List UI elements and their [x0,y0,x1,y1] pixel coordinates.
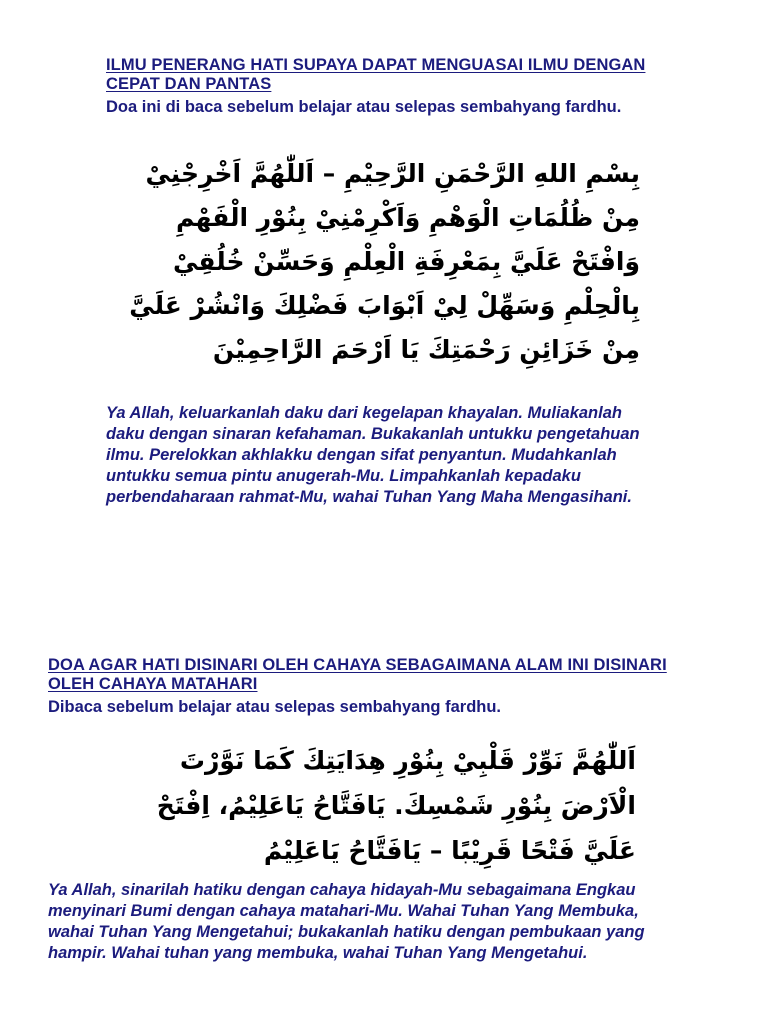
section-2-heading: DOA AGAR HATI DISINARI OLEH CAHAYA SEBAGAIMANA ALAM INI DISINARI OLEH CAHAYA MATAHARI [48,656,667,693]
section-2-arabic-prayer: اَللّٰهُمَّ نَوِّرْ قَلْبِيْ بِنُوْرِ هِدَايَتِكَ كَمَا نَوَّرْتَ الْاَرْضَ بِنُوْرِ شَمْسِكَ. يَافَتَّاحُ يَاعَلِيْمُ، اِفْتَحْ عَلَيَّ فَتْحًا قَرِيْبًا – يَافَتَّاحُ يَاعَلِيْمُ [156,746,636,865]
section-2-instruction: Dibaca sebelum belajar atau selepas sembahyang fardhu. [48,698,502,716]
section-1-instruction: Doa ini di baca sebelum belajar atau selepas sembahyang fardhu. [106,98,622,116]
section-1-translation: Ya Allah, keluarkanlah daku dari kegelapan khayalan. Muliakanlah daku dengan sinaran kefahaman. Bukakanlah untukku pengetahuan ilmu. Perelokkan akhlakku dengan sifat penyantun. Mudahkanlah untukku semua pintu anugerah-Mu. Limpahkanlah kepadaku perbendaharaan rahmat-Mu, wahai Tuhan Yang Maha Mengasihani. [106,404,640,506]
prayer-section-2 [48,656,688,718]
prayer-section-1 [106,56,646,118]
section-1-heading: ILMU PENERANG HATI SUPAYA DAPAT MENGUASAI ILMU DENGAN CEPAT DAN PANTAS [106,56,646,93]
section-1-arabic-prayer: بِسْمِ اللهِ الرَّحْمَنِ الرَّحِيْمِ – اَللّٰهُمَّ اَخْرِجْنِيْ مِنْ ظُلُمَاتِ الْوَهْمِ وَاَكْرِمْنِيْ بِنُوْرِ الْفَهْمِ وَافْتَحْ عَلَيَّ بِمَعْرِفَةِ الْعِلْمِ وَحَسِّنْ خُلُقِيْ بِالْحِلْمِ وَسَهِّلْ لِيْ اَبْوَابَ فَضْلِكَ وَانْشُرْ عَلَيَّ مِنْ خَزَائِنِ رَحْمَتِكَ يَا اَرْحَمَ الرَّاحِمِيْنَ [129,159,640,364]
section-2-translation: Ya Allah, sinarilah hatiku dengan cahaya hidayah-Mu sebagaimana Engkau menyinari Bumi dengan cahaya matahari-Mu. Wahai Tuhan Yang Membuka, wahai Tuhan Yang Mengetahui; bukakanlah hatiku dengan pembukaan yang hampir. Wahai tuhan yang membuka, wahai Tuhan Yang Mengetahui. [48,881,645,962]
